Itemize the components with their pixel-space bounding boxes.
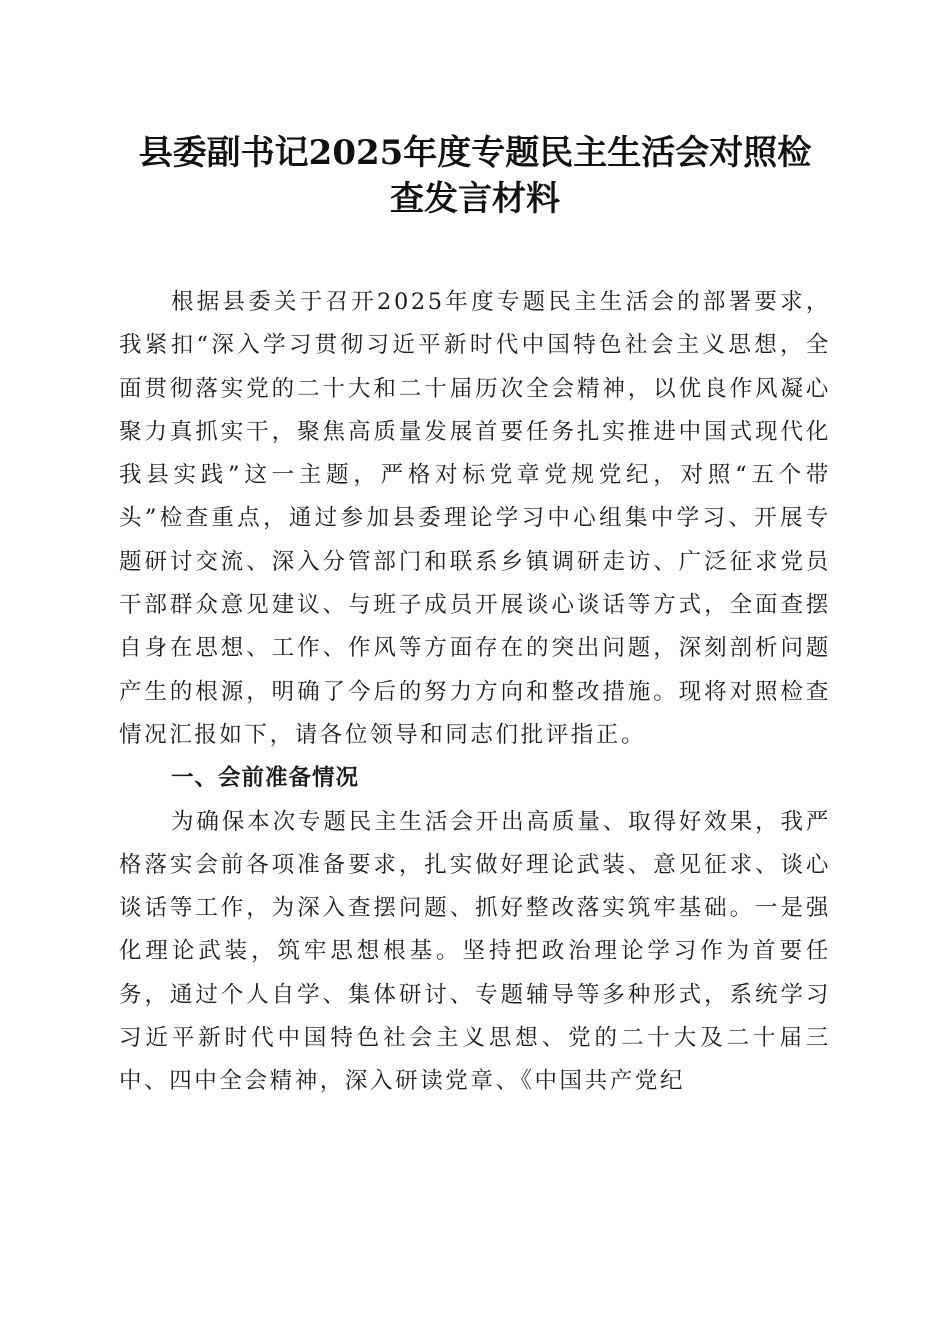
document-body bbox=[119, 281, 831, 1104]
section-heading: 一、会前准备情况 bbox=[171, 765, 360, 792]
intro-paragraph: 根据县委关于召开2025年度专题民主生活会的部署要求，我紧扣“深入学习贯彻习近平新时代中国特色社会主义思想，全面贯彻落实党的二十大和二十届历次全会精神，以优良作风凝心聚力真抓实干，聚焦高质量发展首要任务扎实推进中国式现代化我县实践”这一主题，严格对标党章党规党纪，对照“五个带头”检查重点，通过参加县委理论学习中心组集中学习、开展专题研讨交流、深入分管部门和联系乡镇调研走访、广泛征求党员干部群众意见建议、与班子成员开展谈心谈话等方式，全面查摆自身在思想、工作、作风等方面存在的突出问题，深刻剖析问题产生的根源，明确了今后的努力方向和整改措施。现将对照检查情况汇报如下，请各位领导和同志们批评指正。 bbox=[119, 289, 831, 748]
title-line-2: 查发言材料 bbox=[390, 179, 560, 219]
title-line-1: 县委副书记2025年度专题民主生活会对照检 bbox=[138, 133, 812, 173]
document-title bbox=[95, 130, 855, 222]
section-paragraph: 为确保本次专题民主生活会开出高质量、取得好效果，我严格落实会前各项准备要求，扎实做好理论武装、意见征求、谈心谈话等工作，为深入查摆问题、抓好整改落实筑牢基础。一是强化理论武装，筑牢思想根基。坚持把政治理论学习作为首要任务，通过个人自学、集体研讨、专题辅导等多种形式，系统学习习近平新时代中国特色社会主义思想、党的二十大及二十届三中、四中全会精神，深入研读党章、《中国共产党纪 bbox=[119, 808, 831, 1095]
